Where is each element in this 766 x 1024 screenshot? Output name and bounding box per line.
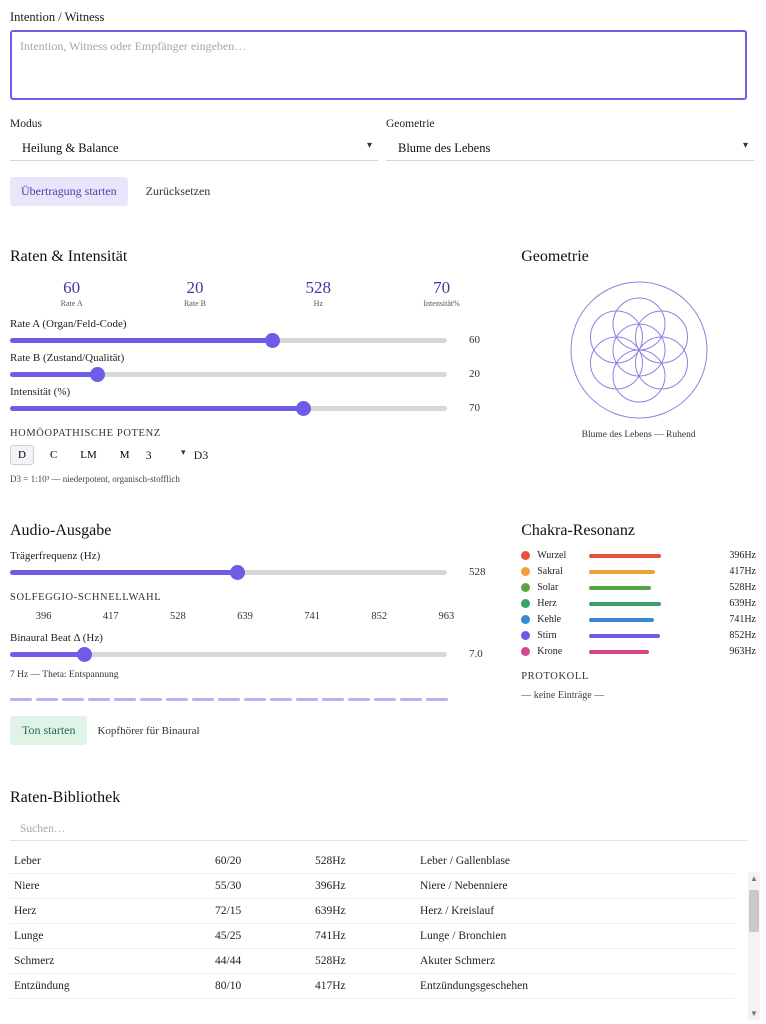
raten-geometrie-section — [10, 248, 756, 484]
slider-knob[interactable] — [265, 333, 280, 348]
slider-track[interactable] — [10, 372, 447, 377]
row-hz: 528Hz — [315, 949, 420, 974]
scroll-up-icon[interactable]: ▲ — [750, 874, 758, 883]
slider-intensity — [10, 386, 503, 414]
binaural-label: Binaural Beat Δ (Hz) — [10, 632, 103, 644]
chakra-hz: 639Hz — [729, 598, 756, 609]
geometrie-selected-value: Blume des Lebens — [386, 136, 754, 161]
intention-label: Intention / Witness — [10, 10, 105, 24]
row-name: Herz — [10, 899, 215, 924]
potenz-controls — [10, 445, 503, 465]
chakra-panel — [521, 522, 756, 745]
chakra-hz: 528Hz — [729, 582, 756, 593]
chakra-name: Wurzel — [537, 550, 567, 561]
row-name: Leber — [10, 849, 215, 874]
flower-of-life-icon — [569, 280, 709, 420]
chakra-row-stirn — [521, 630, 756, 641]
geometrie-select-label: Geometrie — [386, 118, 435, 130]
slider-rate-a — [10, 318, 503, 346]
intention-input[interactable] — [10, 30, 747, 100]
solfeggio-417[interactable]: 417 — [102, 611, 119, 622]
geometrie-select[interactable] — [386, 136, 754, 161]
chakra-name: Krone — [537, 646, 563, 657]
geometrie-title: Geometrie — [521, 248, 589, 265]
chakra-name: Herz — [537, 598, 557, 609]
chakra-dot-icon — [521, 631, 530, 640]
row-name: Niere — [10, 874, 215, 899]
table-row[interactable] — [10, 924, 735, 949]
slider-value: 20 — [469, 368, 480, 380]
table-row[interactable] — [10, 974, 735, 999]
scrollbar-thumb[interactable] — [749, 890, 759, 932]
potenz-current: D3 — [193, 447, 209, 462]
table-row[interactable] — [10, 874, 735, 899]
audio-title: Audio-Ausgabe — [10, 522, 112, 539]
stat-hz — [257, 278, 380, 308]
stat-key: Hz — [313, 299, 323, 308]
chakra-row-sakral — [521, 566, 756, 577]
chakra-title: Chakra-Resonanz — [521, 522, 635, 539]
potenz-number-select[interactable] — [146, 446, 186, 464]
geometry-caption: Blume des Lebens — Ruhend — [581, 430, 696, 440]
audio-controls — [10, 716, 503, 745]
headphone-hint: Kopfhörer für Binaural — [97, 724, 200, 737]
raten-stats — [10, 278, 503, 308]
row-rate: 45/25 — [215, 924, 315, 949]
modus-selected-value: Heilung & Balance — [10, 136, 378, 161]
potenz-note: D3 = 1:10³ — niederpotent, organisch-stofflich — [10, 474, 180, 484]
stat-value: 70 — [433, 278, 451, 297]
row-desc: Leber / Gallenblase — [420, 849, 735, 874]
row-desc: Niere / Nebenniere — [420, 874, 735, 899]
geometry-visual — [521, 280, 756, 440]
stat-key: Rate A — [60, 299, 83, 308]
solfeggio-639[interactable]: 639 — [237, 611, 253, 622]
chakra-hz: 741Hz — [729, 614, 756, 625]
slider-track[interactable] — [10, 406, 447, 411]
binaural-note: 7 Hz — Theta: Entspannung — [10, 670, 119, 680]
chakra-dot-icon — [521, 551, 530, 560]
protokoll-title: PROTOKOLL — [521, 671, 589, 682]
slider-knob[interactable] — [90, 367, 105, 382]
solfeggio-741[interactable]: 741 — [304, 611, 320, 622]
row-desc: Herz / Kreislauf — [420, 899, 735, 924]
chakra-bar — [589, 634, 660, 638]
carrier-label: Trägerfrequenz (Hz) — [10, 550, 101, 562]
row-hz: 396Hz — [315, 874, 420, 899]
chakra-hz: 396Hz — [729, 550, 756, 561]
solfeggio-852[interactable]: 852 — [371, 611, 388, 622]
chakra-row-kehle — [521, 614, 756, 625]
audio-chakra-section — [10, 522, 756, 745]
slider-label: Rate B (Zustand/Qualität) — [10, 352, 125, 364]
reset-button[interactable]: Zurücksetzen — [138, 177, 219, 206]
solfeggio-title: SOLFEGGIO-SCHNELLWAHL — [10, 592, 162, 603]
chakra-name: Solar — [537, 582, 559, 593]
solfeggio-396[interactable]: 396 — [35, 611, 52, 622]
slider-value: 60 — [469, 334, 480, 346]
binaural-value: 7.0 — [469, 648, 483, 660]
row-desc: Akuter Schmerz — [420, 949, 735, 974]
stat-value: 20 — [186, 278, 204, 297]
solfeggio-quick-select — [10, 611, 480, 622]
stat-key: Intensität% — [423, 299, 460, 308]
potenz-chip-d[interactable]: D — [10, 445, 34, 465]
slider-knob[interactable] — [296, 401, 311, 416]
chakra-bar — [589, 554, 661, 558]
selects-row — [10, 118, 756, 161]
chakra-name: Sakral — [537, 566, 563, 577]
table-row[interactable] — [10, 899, 735, 924]
chakra-hz: 963Hz — [729, 646, 756, 657]
solfeggio-528[interactable]: 528 — [169, 611, 186, 622]
modus-select[interactable] — [10, 136, 378, 161]
chakra-row-herz — [521, 598, 756, 609]
chakra-bar — [589, 602, 661, 606]
row-hz: 639Hz — [315, 899, 420, 924]
chakra-dot-icon — [521, 567, 530, 576]
chakra-hz: 852Hz — [729, 630, 756, 641]
chakra-row-krone — [521, 646, 756, 657]
stat-rate-a — [10, 278, 133, 308]
play-tone-button[interactable]: Ton starten — [10, 716, 87, 745]
potenz-chip-c[interactable]: C — [43, 446, 64, 464]
binaural-slider-knob[interactable] — [77, 647, 92, 662]
row-name: Entzündung — [10, 974, 215, 999]
library-table — [10, 849, 735, 999]
stat-key: Rate B — [183, 299, 206, 308]
modus-label: Modus — [10, 118, 42, 130]
stat-intensity — [380, 278, 503, 308]
potenz-chip-lm[interactable]: LM — [73, 446, 104, 464]
chakra-row-solar — [521, 582, 756, 593]
table-row[interactable] — [10, 949, 735, 974]
carrier-value: 528 — [469, 566, 486, 578]
raten-title: Raten & Intensität — [10, 248, 128, 265]
slider-track[interactable] — [10, 338, 447, 343]
chakra-dot-icon — [521, 599, 530, 608]
chevron-down-icon: ▾ — [181, 447, 186, 457]
chakra-bar — [589, 586, 651, 590]
protokoll-empty: — keine Einträge — — [521, 690, 605, 701]
chevron-down-icon: ▾ — [742, 140, 748, 151]
chakra-dot-icon — [521, 647, 530, 656]
row-hz: 417Hz — [315, 974, 420, 999]
slider-rate-b — [10, 352, 503, 380]
chakra-bar — [589, 570, 655, 574]
start-transmission-button[interactable]: Übertragung starten — [10, 177, 128, 206]
row-name: Lunge — [10, 924, 215, 949]
row-rate: 72/15 — [215, 899, 315, 924]
chakra-row-wurzel — [521, 550, 756, 561]
potenz-title: HOMÖOPATHISCHE POTENZ — [10, 428, 161, 439]
carrier-slider-knob[interactable] — [230, 565, 245, 580]
binaural-slider-track[interactable] — [10, 652, 447, 657]
row-name: Schmerz — [10, 949, 215, 974]
stat-value: 60 — [63, 278, 81, 297]
row-desc: Lunge / Bronchien — [420, 924, 735, 949]
scroll-down-icon[interactable]: ▼ — [750, 1009, 758, 1018]
chakra-bar — [589, 650, 649, 654]
row-hz: 528Hz — [315, 849, 420, 874]
stat-value: 528 — [305, 278, 332, 297]
carrier-slider-track[interactable] — [10, 570, 447, 575]
library-title: Raten-Bibliothek — [10, 789, 121, 806]
action-buttons — [10, 177, 756, 206]
chakra-name: Stirn — [537, 630, 557, 641]
row-rate: 80/10 — [215, 974, 315, 999]
chakra-dot-icon — [521, 583, 530, 592]
potenz-number-value: 3 — [145, 448, 152, 462]
library-scrollbar[interactable] — [748, 872, 760, 1020]
chakra-name: Kehle — [537, 614, 562, 625]
raten-panel — [10, 248, 503, 484]
slider-value: 70 — [469, 402, 480, 414]
chakra-hz: 417Hz — [729, 566, 756, 577]
row-hz: 741Hz — [315, 924, 420, 949]
chakra-bar — [589, 618, 654, 622]
waveform-visual — [10, 698, 503, 701]
row-rate: 60/20 — [215, 849, 315, 874]
chevron-down-icon: ▾ — [366, 140, 372, 151]
library-section — [10, 789, 756, 999]
potenz-chip-m[interactable]: M — [113, 446, 137, 464]
row-rate: 44/44 — [215, 949, 315, 974]
chakra-dot-icon — [521, 615, 530, 624]
slider-label: Intensität (%) — [10, 386, 71, 398]
search-input[interactable] — [10, 817, 747, 841]
modus-col — [10, 118, 378, 161]
stat-rate-b — [133, 278, 256, 308]
geometrie-col — [386, 118, 754, 161]
slider-label: Rate A (Organ/Feld-Code) — [10, 318, 127, 330]
row-desc: Entzündungsgeschehen — [420, 974, 735, 999]
table-row[interactable] — [10, 849, 735, 874]
geometrie-panel — [521, 248, 756, 484]
solfeggio-963[interactable]: 963 — [438, 611, 455, 622]
audio-panel — [10, 522, 503, 745]
row-rate: 55/30 — [215, 874, 315, 899]
